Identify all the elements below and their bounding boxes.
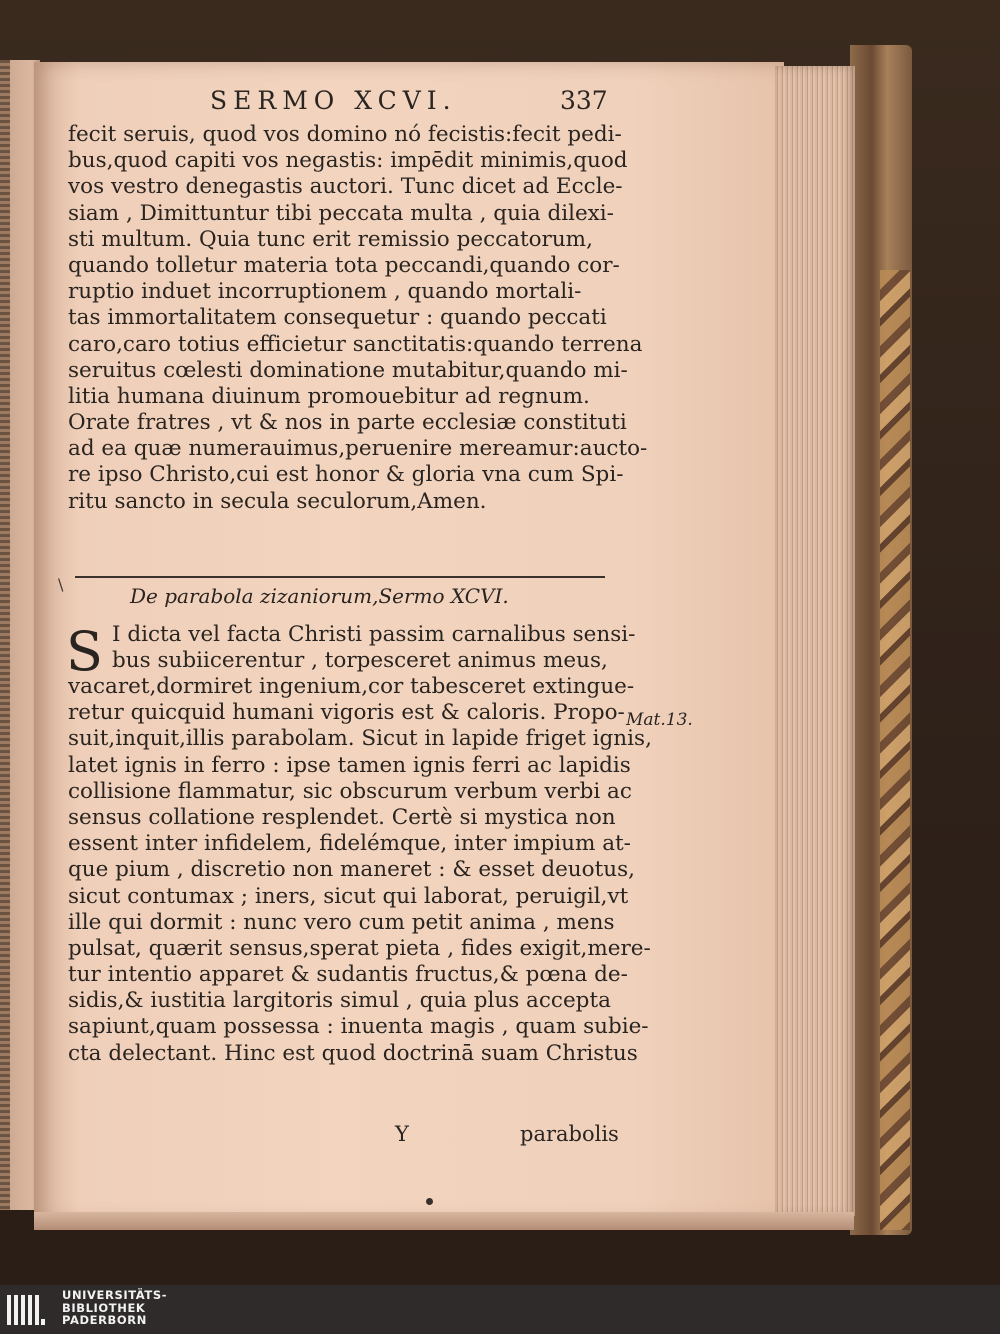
sermon-96-ending — [68, 122, 647, 515]
text-line: suit,inquit,illis parabolam. Sicut in lapide friget ignis, — [68, 726, 652, 752]
rule-mark: \ — [58, 575, 64, 594]
spine-strip — [0, 60, 10, 1210]
text-line: bus,quod capiti vos negastis: impēdit minimis,quod — [68, 148, 628, 174]
page-dot — [426, 1198, 433, 1205]
signature-mark: Y — [395, 1122, 409, 1146]
text-line: vos vestro denegastis auctori. Tunc dicet ad Eccle- — [68, 174, 623, 200]
section-divider — [75, 576, 605, 578]
running-head: SERMO XCVI. — [210, 86, 457, 115]
text-line: ritu sancto in secula seculorum,Amen. — [68, 488, 487, 514]
text-line: sti multum. Quia tunc erit remissio peccatorum, — [68, 226, 593, 252]
library-name-line: BIBLIOTHEK — [62, 1300, 146, 1315]
text-line: sapiunt,quam possessa : inuenta magis , quam subie- — [68, 1014, 649, 1040]
text-line: quando tolletur materia tota peccandi,quando cor- — [68, 252, 620, 278]
text-line: caro,caro totius efficietur sanctitatis:quando terrena — [68, 331, 643, 357]
text-line: I dicta vel facta Christi passim carnalibus sensi- — [112, 622, 636, 647]
page-number: 337 — [560, 86, 608, 115]
library-name — [62, 1289, 167, 1327]
library-name-line: UNIVERSITÄTS- — [62, 1288, 168, 1302]
text-line: sicut contumax ; iners, sicut qui laborat, peruigil,vt — [68, 883, 629, 909]
sermon-title: De parabola zizaniorum,Sermo XCVI. — [130, 584, 509, 608]
page-block-edges — [775, 66, 855, 1216]
text-line: cta delectant. Hinc est quod doctrinā suam Christus — [68, 1040, 638, 1066]
text-line: sensus collatione resplendet. Certè si mystica non — [68, 804, 616, 830]
sermon-97-body — [68, 674, 652, 1067]
text-line: seruitus cœlesti dominatione mutabitur,quando mi- — [68, 357, 628, 383]
text-line: vacaret,dormiret ingenium,cor tabesceret extingue- — [68, 674, 635, 699]
text-line: retur quicquid humani vigoris est & caloris. Propo- — [68, 700, 625, 726]
text-line: collisione flammatur, sic obscurum verbum verbi ac — [68, 778, 632, 804]
library-name-line: PADERBORN — [62, 1313, 147, 1327]
text-line: bus subiicerentur , torpesceret animus meus, — [112, 648, 608, 674]
marginal-note: Mat.13. — [626, 710, 693, 730]
text-line: Orate fratres , vt & nos in parte ecclesiæ constituti — [68, 410, 627, 436]
text-line: tas immortalitatem consequetur : quando peccati — [68, 305, 607, 331]
page-bottom-edge — [34, 1212, 854, 1230]
text-line: siam , Dimittuntur tibi peccata multa , quia dilexi- — [68, 200, 614, 226]
text-line: fecit seruis, quod vos domino nó fecistis:fecit pedi- — [68, 122, 622, 147]
text-line: ruptio induet incorruptionem , quando mortali- — [68, 279, 582, 305]
text-line: sidis,& iustitia largitoris simul , quia plus accepta — [68, 988, 611, 1014]
text-line: re ipso Christo,cui est honor & gloria vna cum Spi- — [68, 462, 624, 488]
text-line: ille qui dormit : nunc vero cum petit anima , mens — [68, 909, 615, 935]
catchword: parabolis — [520, 1122, 619, 1146]
text-line: ad ea quæ numerauimus,peruenire mereamur:aucto- — [68, 436, 648, 462]
text-line: pulsat, quærit sensus,sperat pieta , fides exigit,mere- — [68, 935, 651, 961]
text-line: tur intentio apparet & sudantis fructus,& pœna de- — [68, 962, 628, 988]
dropcap-lines — [112, 622, 635, 674]
text-line: que pium , discretio non maneret : & esset deuotus, — [68, 857, 635, 883]
marbled-cover-edge — [880, 270, 910, 1230]
text-line: latet ignis in ferro : ipse tamen ignis ferri ac lapidis — [68, 752, 631, 778]
text-line: essent inter infidelem, fidelémque, inter impium at- — [68, 831, 631, 857]
text-line: litia humana diuinum promouebitur ad regnum. — [68, 383, 590, 409]
library-logo-icon — [6, 1291, 46, 1329]
drop-capital: S — [66, 620, 103, 683]
